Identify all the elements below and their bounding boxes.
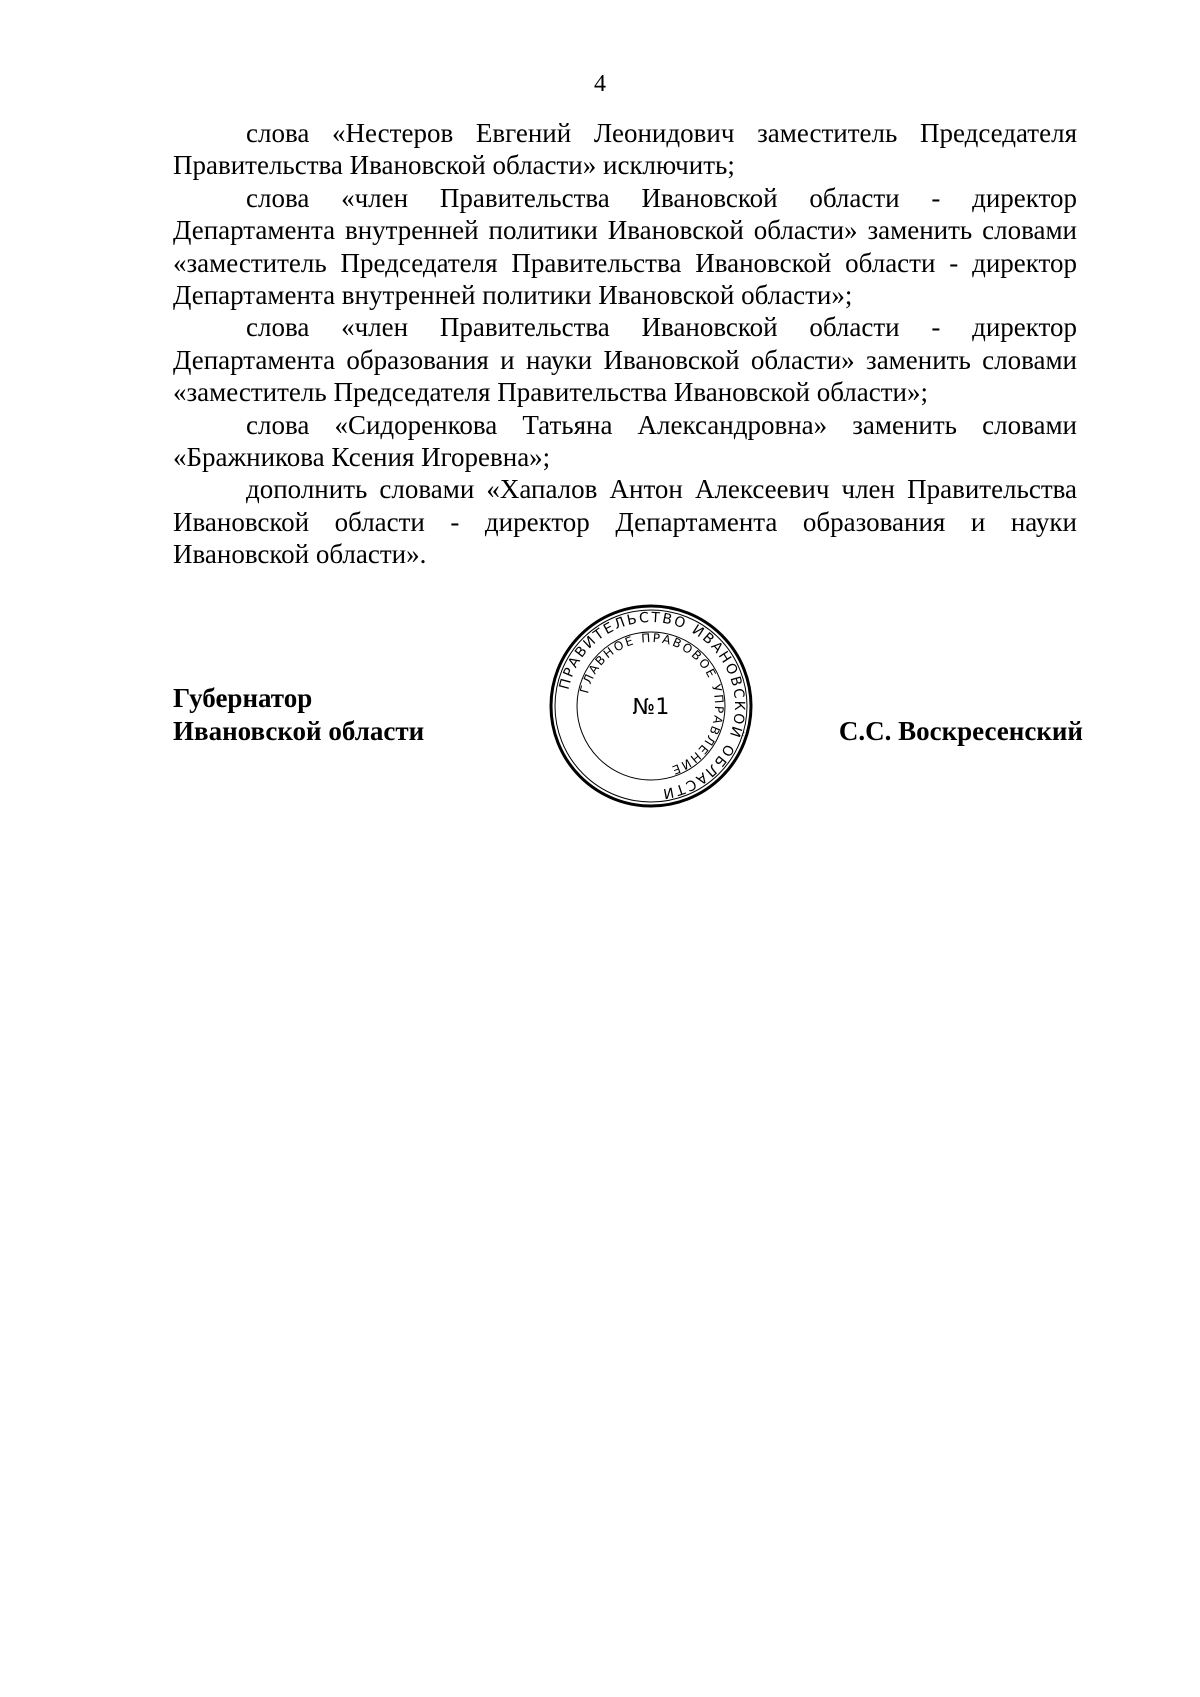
paragraph: слова «член Правительства Ивановской области - директор Департамента образования и науки Ивановской области» заменить словами «заместитель Председателя Правительства Ивановской области»; bbox=[173, 312, 1077, 408]
stamp-number: №1 bbox=[632, 695, 670, 720]
signer-title: Губернатор bbox=[173, 683, 313, 713]
signer-region: Ивановской области bbox=[173, 716, 425, 746]
paragraph: дополнить словами «Хапалов Антон Алексеевич член Правительства Ивановской области - директор Департамента образования и науки Ивановской области». bbox=[173, 474, 1077, 570]
paragraph: слова «член Правительства Ивановской области - директор Департамента внутренней политики Ивановской области» заменить словами «заместитель Председателя Правительства Ивановской области - директор Департамента внутренней политики Ивановской области»; bbox=[173, 182, 1077, 311]
signer-name: С.С. Воскресенский bbox=[838, 716, 1083, 746]
page-number: 4 bbox=[594, 71, 606, 97]
signature-block bbox=[173, 682, 1083, 752]
paragraph: слова «Сидоренкова Татьяна Александровна» заменить словами «Бражникова Ксения Игоревна»; bbox=[173, 409, 1077, 473]
signer-position bbox=[173, 682, 424, 748]
stamp-outer-text: ПРАВИТЕЛЬСТВО ИВАНОВСКОЙ ОБЛАСТИ bbox=[556, 609, 748, 802]
stamp-inner-text: ГЛАВНОЕ ПРАВОВОЕ УПРАВЛЕНИЕ bbox=[577, 630, 727, 778]
document-body bbox=[173, 117, 1077, 571]
paragraph: слова «Нестеров Евгений Леонидович заместитель Председателя Правительства Ивановской области» исключить; bbox=[173, 118, 1077, 181]
